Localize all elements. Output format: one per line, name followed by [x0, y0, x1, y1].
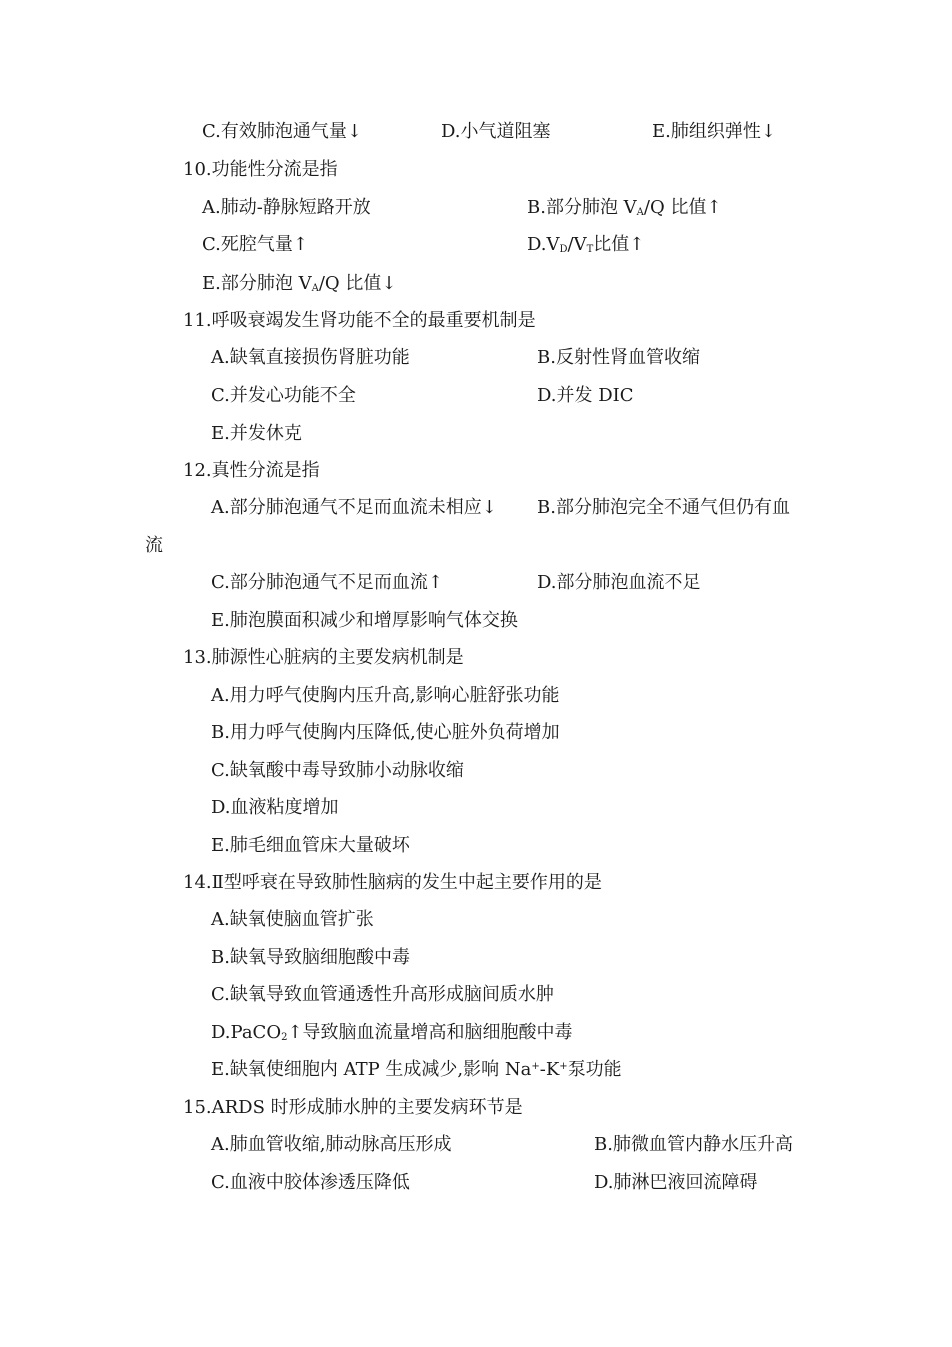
q12-option-b: B.部分肺泡完全不通气但仍有血 [537, 497, 790, 518]
q13-option-d: D.血液粘度增加 [211, 797, 339, 818]
q11-option-d: D.并发 DIC [537, 385, 634, 406]
q14-option-d: D.PaCO$_2$↑导致脑血流量增高和脑细胞酸中毒 [211, 1022, 573, 1043]
q9-option-e: E.肺组织弹性↓ [652, 121, 776, 142]
q13-option-a: A.用力呼气使胸内压升高,影响心脏舒张功能 [211, 685, 560, 706]
q11-option-a: A.缺氧直接损伤肾脏功能 [211, 347, 410, 368]
q11-option-c: C.并发心功能不全 [211, 385, 356, 406]
q10-option-d: $D.V_D/V_T$比值↑ [527, 234, 645, 255]
q13-option-c: C.缺氧酸中毒导致肺小动脉收缩 [211, 760, 464, 781]
q15-option-c: C.血液中胶体渗透压降低 [211, 1172, 410, 1193]
q15-option-d: D.肺淋巴液回流障碍 [594, 1172, 758, 1193]
q10-stem: 10.功能性分流是指 [183, 159, 338, 180]
q12-option-a: A.部分肺泡通气不足而血流未相应↓ [211, 497, 497, 518]
q10-option-e: E.部分肺泡 $V_A/Q$ 比值↓ [202, 273, 397, 294]
q9-option-c: C.有效肺泡通气量↓ [202, 121, 362, 142]
q12-option-d: D.部分肺泡血流不足 [537, 572, 701, 593]
q12-option-c: C.部分肺泡通气不足而血流↑ [211, 572, 443, 593]
q14-stem: 14.Ⅱ型呼衰在导致肺性脑病的发生中起主要作用的是 [183, 872, 602, 893]
q11-option-b: B.反射性肾血管收缩 [537, 347, 700, 368]
q14-option-b: B.缺氧导致脑细胞酸中毒 [211, 947, 410, 968]
q13-option-e: E.肺毛细血管床大量破坏 [211, 835, 410, 856]
q11-stem: 11.呼吸衰竭发生肾功能不全的最重要机制是 [183, 310, 536, 331]
q15-stem: 15.ARDS 时形成肺水肿的主要发病环节是 [183, 1097, 523, 1118]
q12-stem: 12.真性分流是指 [183, 460, 320, 481]
q14-option-c: C.缺氧导致血管通透性升高形成脑间质水肿 [211, 984, 554, 1005]
q9-option-d: D.小气道阻塞 [441, 121, 551, 142]
q12-option-e: E.肺泡膜面积减少和增厚影响气体交换 [211, 610, 518, 631]
q11-option-e: E.并发休克 [211, 423, 302, 444]
q10-option-a: A.肺动-静脉短路开放 [202, 197, 371, 218]
q13-option-b: B.用力呼气使胸内压降低,使心脏外负荷增加 [211, 722, 560, 743]
q10-option-c: C.死腔气量↑ [202, 234, 308, 255]
q10-option-b: B.部分肺泡 $V_A/Q$ 比值↑ [527, 197, 722, 218]
q14-option-e: E.缺氧使细胞内 ATP 生成减少,影响 Na+-K+泵功能 [211, 1059, 622, 1080]
q15-option-a: A.肺血管收缩,肺动脉高压形成 [211, 1134, 452, 1155]
q12-option-b-wrap: 流 [145, 535, 163, 556]
q15-option-b: B.肺微血管内静水压升高 [594, 1134, 793, 1155]
q14-option-a: A.缺氧使脑血管扩张 [211, 909, 374, 930]
q13-stem: 13.肺源性心脏病的主要发病机制是 [183, 647, 464, 668]
